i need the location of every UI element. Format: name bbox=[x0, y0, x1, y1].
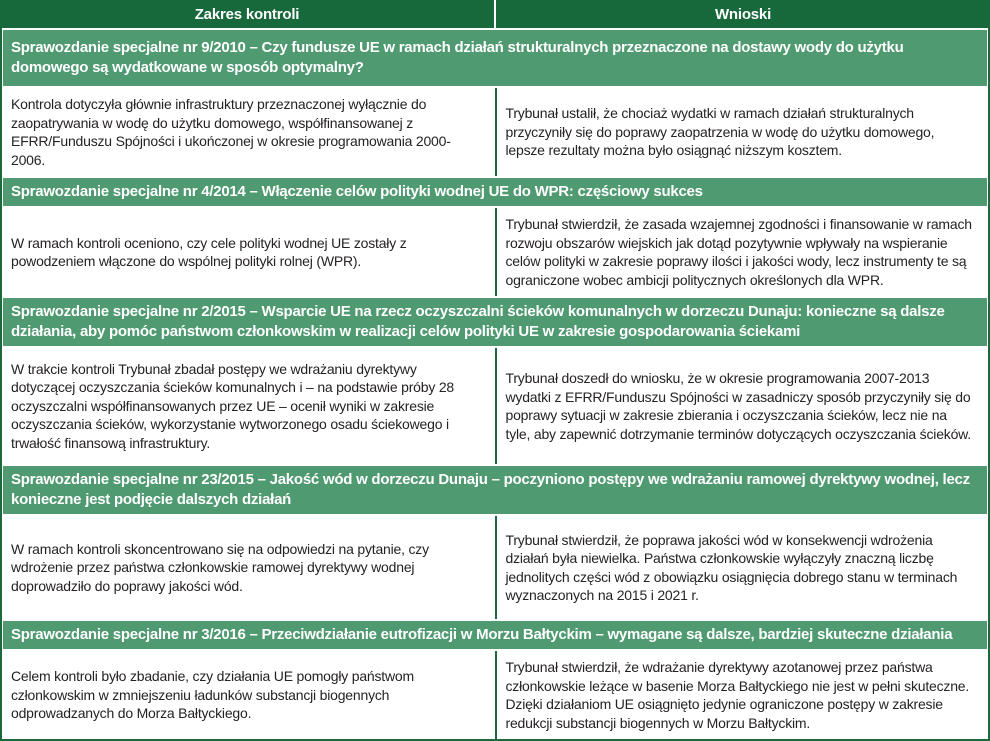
section-title-text: Sprawozdanie specjalne nr 3/2016 – Przeciwdziałanie eutrofizacji w Morzu Bałtyckim – wymagane są dalsze, bardziej skuteczne działania bbox=[11, 626, 953, 643]
table-row bbox=[3, 516, 987, 619]
column-header-zakres-kontroli bbox=[0, 0, 494, 28]
scope-cell bbox=[3, 348, 495, 464]
scope-text: W ramach kontroli skoncentrowano się na odpowiedzi na pytanie, czy wdrożenie przez państwa członkowskie ramowej dyrektywy wodnej doprowadziło do poprawy jakości wód. bbox=[11, 540, 429, 594]
conclusion-cell bbox=[497, 348, 988, 464]
section-title-23-2015 bbox=[3, 466, 987, 514]
table-row bbox=[3, 88, 987, 176]
table-row bbox=[3, 208, 987, 296]
table-header-row bbox=[0, 0, 990, 28]
section-title-text: Sprawozdanie specjalne nr 2/2015 – Wsparcie UE na rzecz oczyszczalni ścieków komunalnych w dorzeczu Dunaju: konieczne są dalsze działania, aby pomóc państwom członkowskim w realizacji celów polityki UE w zakresie gospodarowania ściekami bbox=[11, 303, 945, 340]
section-title-text: Sprawozdanie specjalne nr 9/2010 – Czy fundusze UE w ramach działań strukturalnych przeznaczone na dostawy wody do użytku domowego są wydatkowane w sposób optymalny? bbox=[11, 39, 904, 76]
conclusion-text: Trybunał ustalił, że chociaż wydatki w ramach działań strukturalnych przyczyniły się do poprawy zaopatrzenia w wodę do użytku domowego, lepsze rezultaty można było osiągnąć niższym kosztem. bbox=[505, 105, 935, 159]
scope-cell bbox=[3, 516, 495, 619]
scope-cell bbox=[3, 88, 495, 176]
scope-text: W trakcie kontroli Trybunał zbadał postępy we wdrażaniu dyrektywy dotyczącej oczyszczania ścieków komunalnych i – na podstawie próby 28 oczyszczalni współfinansowanych przez UE – ocenił wyniki w zakresie oczyszczania ścieków, wykorzystanie wytworzonego osadu ściekowego i trwałość finansową infrastruktury. bbox=[11, 360, 454, 451]
conclusion-text: Trybunał stwierdził, że wdrażanie dyrektywy azotanowej przez państwa członkowskie leżące w basenie Morza Bałtyckiego nie jest w pełni skuteczne. Dzięki działaniom UE osiągnięto jedynie ograniczone postępy w zakresie redukcji substancji biogennych w Morzu Bałtyckim. bbox=[505, 659, 970, 731]
table-row bbox=[3, 348, 987, 464]
section-title-3-2016 bbox=[3, 621, 987, 649]
scope-text: W ramach kontroli oceniono, czy cele polityki wodnej UE zostały z powodzeniem włączone do wspólnej polityki rolnej (WPR). bbox=[11, 234, 407, 269]
section-title-9-2010 bbox=[3, 30, 987, 86]
scope-text: Celem kontroli było zbadanie, czy działania UE pomogły państwom członkowskim w zmniejszeniu ładunków substancji biogennych odprowadzanych do Morza Bałtyckiego. bbox=[11, 668, 414, 722]
table-row bbox=[3, 651, 987, 739]
column-header-label: Wnioski bbox=[714, 5, 772, 23]
scope-cell bbox=[3, 651, 495, 739]
scope-text: Kontrola dotyczyła głównie infrastruktury przeznaczonej wyłącznie do zaopatrywania w wodę do użytku domowego, współfinansowanej z EFRR/Funduszu Spójności i ukończonej w okresie programowania 2000-2006. bbox=[11, 96, 451, 168]
section-title-text: Sprawozdanie specjalne nr 4/2014 – Włączenie celów polityki wodnej UE do WPR: częściowy sukces bbox=[11, 183, 703, 200]
conclusion-cell bbox=[497, 88, 988, 176]
section-title-text: Sprawozdanie specjalne nr 23/2015 – Jakość wód w dorzeczu Dunaju – poczyniono postępy we wdrażaniu ramowej dyrektywy wodnej, lecz konieczne jest podjęcie dalszych działań bbox=[11, 471, 970, 508]
conclusion-text: Trybunał stwierdził, że zasada wzajemnej zgodności i finansowanie w ramach rozwoju obszarów wiejskich jak dotąd pozytywnie wpływały na wspieranie celów polityki w zakresie poprawy ilości i jakości wody, lecz instrumenty te są ograniczone wobec ambicji politycznych określonych dla WPR. bbox=[505, 216, 972, 288]
section-title-2-2015 bbox=[3, 298, 987, 346]
conclusion-cell bbox=[497, 208, 988, 296]
conclusion-text: Trybunał stwierdził, że poprawa jakości wód w konsekwencji wdrożenia działań była niewielka. Państwa członkowskie wyłączyły znaczną liczbę jednolitych części wód z obowiązku osiągnięcia dobrego stanu w terminach wyznaczonych na 2015 i 2021 r. bbox=[505, 531, 958, 603]
conclusion-cell bbox=[497, 651, 988, 739]
scope-cell bbox=[3, 208, 495, 296]
column-header-label: Zakres kontroli bbox=[194, 5, 300, 23]
section-title-4-2014 bbox=[3, 178, 987, 206]
column-header-wnioski bbox=[496, 0, 990, 28]
conclusion-text: Trybunał doszedł do wniosku, że w okresie programowania 2007-2013 wydatki z EFRR/Funduszu Spójności w zasadniczy sposób przyczyniły się do poprawy sytuacji w zakresie zbierania i oczyszczania ścieków, lecz nie na tyle, aby zapewnić dotrzymanie terminów dotyczących oczyszczania ścieków. bbox=[505, 370, 971, 442]
conclusion-cell bbox=[497, 516, 988, 619]
